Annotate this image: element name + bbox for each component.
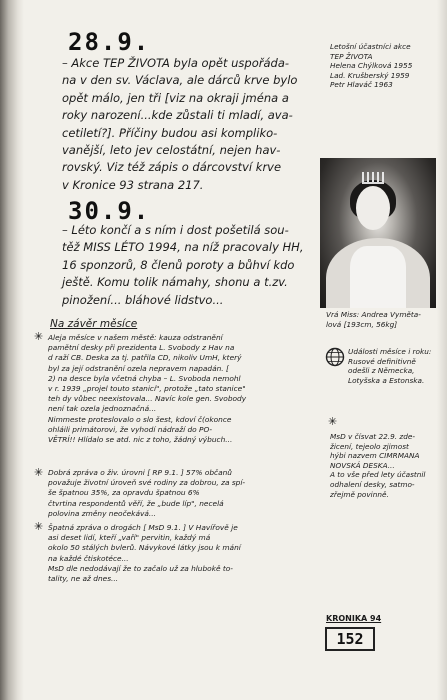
entry-date-30-9: 30.9. <box>68 197 151 225</box>
crown-icon <box>362 172 384 184</box>
sidebar-globe-note: Události měsíce i roku: Rusové definitivně odešli z Německa, Lotyšska a Estonska. <box>348 347 432 385</box>
asterisk-icon: ✳ <box>34 330 44 343</box>
summary-heading: Na závěr měsíce <box>50 318 138 330</box>
summary-item-pametni-deska: Aleja měsíce v našem městě: kauza odstranění pamětní desky při prezidenta L. Svobody z Hav na d raží CB. Deska za tj. patřila CD, nikoliv UmH, který byl za její odstranění ozela nepravem napadán. [ 2) na desce byla včetná chyba – L. Svoboda nemohl v r. 1939 „projel touto stanicí", protože „tato stanice" teh dy vůbec neexistovala... Navíc kole gen. Svobody není tak ozela jednoznačná... Nimmeste proteslovalo o slo šest, kdoví č(okonce ohláili primátorovi, že vyhodí nádraží do PO- VĚTRÍ!! Hlídalo se atd. nic z toho, žádný výbuch... <box>48 333 247 445</box>
entry-date-28-9: 28.9. <box>68 28 151 56</box>
kronika-label: KRONIKA 94 <box>326 614 382 623</box>
entry-text-tep-zivota: – Akce TEP ŽIVOTA byla opět uspořáda- na v den sv. Václava, ale dárců krve bylo opět málo, jen tři [viz na okraji jména a roky narození...kde zůstali ti mladí, ava- cetiletí?]. Příčiny budou asi kompliko- vanější, leto jev celostátní, nejen hav- rovský. Viz též zápis o dárcovství krve v Kronice 93 strana 217. <box>62 56 298 192</box>
sidebar-donors-note: Letošní účastníci akce TEP ŽIVOTA Helena Chýlková 1955 Lad. Krušberský 1959 Petr Hlaváč 1963 <box>330 42 413 90</box>
entry-text-miss-leto: – Léto končí a s ním i dost pošetilá sou- těž MISS LÉTO 1994, na níž pracovaly HH, 16 sponzorů, 8 členů poroty a bůhví kdo ještě. Komu tolik námahy, shonu a t.zv. pinožení... bláhové lidstvo... <box>62 223 304 307</box>
page-number: 152 <box>325 627 375 651</box>
asterisk-icon: ✳ <box>328 415 338 428</box>
globe-icon <box>325 347 345 367</box>
miss-photo <box>320 158 436 308</box>
photo-caption: Vrá Miss: Andrea Vyměta- lová [193cm, 56kg] <box>326 310 421 329</box>
asterisk-icon: ✳ <box>34 520 44 533</box>
book-gutter <box>0 0 24 700</box>
sidebar-msd-note: MsD v čísvat 22.9. zde- žicení, tejeolo zjimost hýbi nazvem CIMRMANA NOVSKÁ DESKA... A to vše před lety účastnil odhalení desky, satmo- zřejmě povinně. <box>330 432 426 499</box>
asterisk-icon: ✳ <box>34 466 44 479</box>
summary-item-ziv-uroven: Dobrá zpráva o živ. úrovni [ RP 9.1. ] 57% občanů považuje životní úroveň své rodiny za dobrou, za spí- še špatnou 35%, za opravdu špatnou 6% čtvrtina respondentů věří, že „bude líp", necelá polovina změny neočekává... <box>48 468 246 518</box>
summary-item-drogy: Špatná zpráva o drogách [ MsD 9.1. ] V Havířově je asi deset lidí, kteří „vaří" pervitin, každý má okolo 50 stálých bvlerů. Návykové látky jsou k mání na každé čtiskotéce... MsD dle nedodávají že to začalo už za hlubokě to- tality, ne až dnes... <box>48 523 241 584</box>
